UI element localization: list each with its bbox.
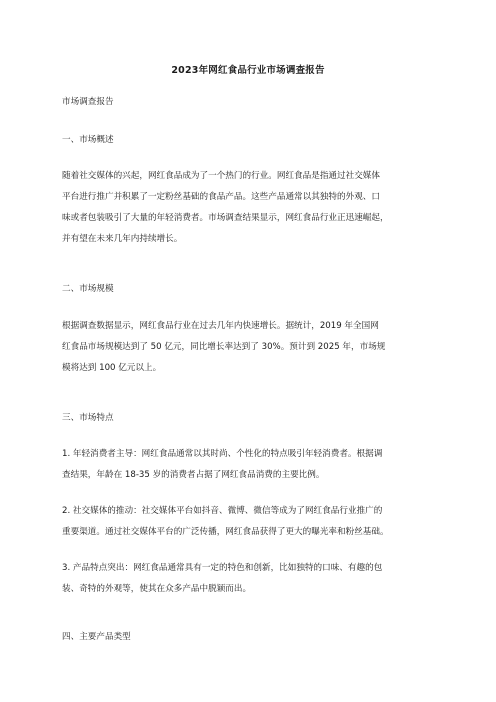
- list-item-line: 查结果，年龄在 18-35 岁的消费者占据了网红食品消费的主要比例。: [62, 470, 325, 480]
- list-item-line: 1. 年轻消费者主导：网红食品通常以其时尚、个性化的特点吸引年轻消费者。根据调: [62, 449, 383, 459]
- section-heading-overview: 一、市场概述: [62, 135, 114, 145]
- paragraph-line: 随着社交媒体的兴起，网红食品成为了一个热门的行业。网红食品是指通过社交媒体: [62, 171, 380, 181]
- paragraph-line: 味或者包装吸引了大量的年轻消费者。市场调查结果显示，网红食品行业正迅速崛起，: [62, 213, 389, 223]
- paragraph-line: 并有望在未来几年内持续增长。: [62, 234, 183, 244]
- paragraph-line: 红食品市场规模达到了 50 亿元，同比增长率达到了 30%。预计到 2025 年，市场规: [62, 342, 386, 352]
- section-heading-market-features: 三、市场特点: [62, 413, 114, 423]
- section-heading-market-size: 二、市场规模: [62, 284, 114, 294]
- paragraph-line: 根据调查数据显示，网红食品行业在过去几年内快速增长。据统计，2019 年全国网: [62, 321, 379, 331]
- paragraph-line: 平台进行推广并积累了一定粉丝基础的食品产品。这些产品通常以其独特的外观、口: [62, 192, 380, 202]
- document-title: 2023年网红食品行业市场调查报告: [171, 65, 325, 76]
- paragraph-line: 模将达到 100 亿元以上。: [62, 363, 162, 373]
- list-item-line: 3. 产品特点突出：网红食品通常具有一定的特色和创新，比如独特的口味、有趣的包: [62, 563, 383, 573]
- list-item-line: 重要渠道。通过社交媒体平台的广泛传播，网红食品获得了更大的曝光率和粉丝基础。: [62, 527, 389, 537]
- list-item-line: 装、奇特的外观等，使其在众多产品中脱颖而出。: [62, 584, 252, 594]
- document-subtitle: 市场调查报告: [62, 97, 114, 107]
- list-item-line: 2. 社交媒体的推动：社交媒体平台如抖音、微博、微信等成为了网红食品行业推广的: [62, 506, 383, 516]
- section-heading-product-types: 四、主要产品类型: [62, 632, 131, 642]
